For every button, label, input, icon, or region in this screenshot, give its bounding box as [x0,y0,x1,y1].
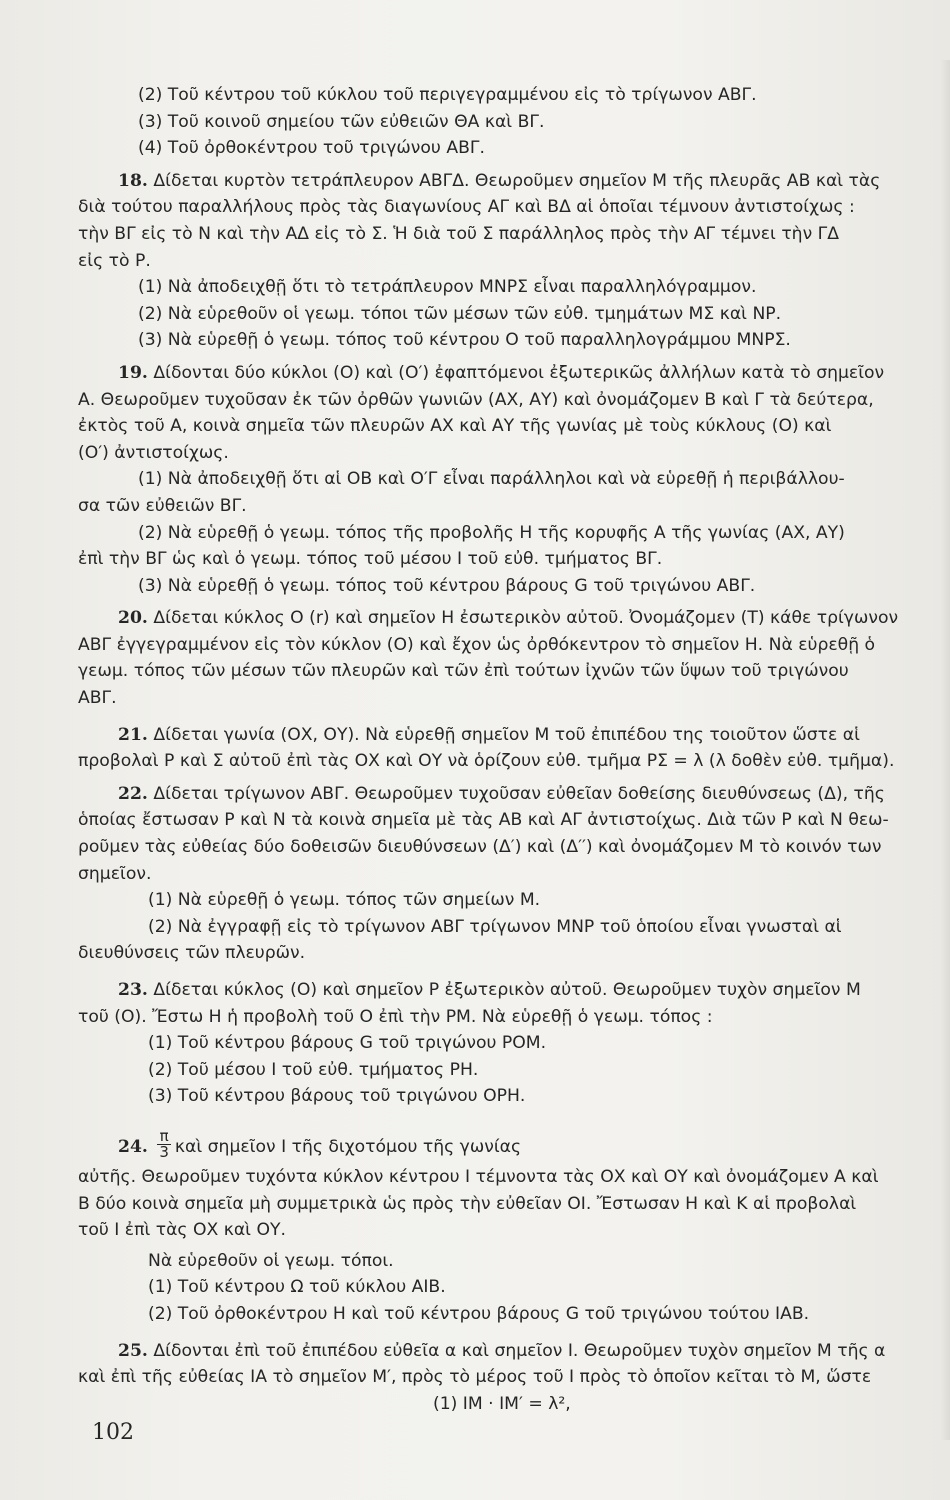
problem-18-item-1: (1) Νὰ ἀποδειχθῇ ὅτι τὸ τετράπλευρον ΜΝΡΣ εἶναι παραλληλόγραμμον. [138,277,757,298]
problem-20-line-3: γεωμ. τόπος τῶν μέσων τῶν πλευρῶν καὶ τῶν ἐπὶ τούτων ἰχνῶν τῶν ὕψων τοῦ τριγώνου [78,661,849,682]
problem-23-line-1: 23. Δίδεται κύκλος (Ο) καὶ σημεῖον Ρ ἐξωτερικὸν αὐτοῦ. Θεωροῦμεν τυχὸν σημεῖον Μ [118,980,861,1000]
problem-19-item-2b: ἐπὶ τὴν ΒΓ ὡς καὶ ὁ γεωμ. τόπος τοῦ μέσου Ι τοῦ εὐθ. τμήματος ΒΓ. [78,549,663,570]
problem-18-item-3: (3) Νὰ εὑρεθῇ ὁ γεωμ. τόπος τοῦ κέντρου Ο τοῦ παραλληλογράμμου ΜΝΡΣ. [138,330,791,351]
problem-21-line-1: 21. Δίδεται γωνία (ΟΧ, ΟΥ). Νὰ εὑρεθῇ σημεῖον Μ τοῦ ἐπιπέδου της τοιοῦτον ὥστε αἱ [118,724,860,745]
problem-24-intro: Νὰ εὑρεθοῦν οἱ γεωμ. τόποι. [148,1250,394,1271]
page-body [78,82,950,1417]
problem-24-item-1: (1) Τοῦ κέντρου Ω τοῦ κύκλου ΑΙΒ. [148,1277,446,1298]
problem-22-line-4: σημεῖον. [78,863,152,884]
problem-18-item-2: (2) Νὰ εὑρεθοῦν οἱ γεωμ. τόποι τῶν μέσων τῶν εὐθ. τμημάτων ΜΣ καὶ ΝΡ. [138,303,782,324]
problem-23-item-3: (3) Τοῦ κέντρου βάρους τοῦ τριγώνου ΟΡΗ. [148,1086,526,1107]
problem-19-line-1: 19. Δίδονται δύο κύκλοι (Ο) καὶ (Ο′) ἐφαπτόμενοι ἐξωτερικῶς ἀλλήλων κατὰ τὸ σημεῖον [118,362,885,383]
problem-18-number: 18. [118,170,148,191]
problem-23-item-1: (1) Τοῦ κέντρου βάρους G τοῦ τριγώνου ΡΟΜ. [148,1033,547,1054]
problem-21-number: 21. [118,724,148,745]
page-number: 102 [92,1420,134,1445]
p17-item-4: (4) Τοῦ ὀρθοκέντρου τοῦ τριγώνου ΑΒΓ. [138,138,485,159]
problem-19-item-1b: σα τῶν εὐθειῶν ΒΓ. [78,495,247,516]
problem-24-number: 24. [118,1136,148,1157]
problem-22-line-3: ροῦμεν τὰς εὐθείας δύο δοθεισῶν διευθύνσεων (Δ′) καὶ (Δ′′) καὶ ὀνομάζομεν Μ τὸ κοινόν των [78,837,882,858]
problem-20-number: 20. [118,608,148,629]
problem-18-line-3: τὴν ΒΓ εἰς τὸ Ν καὶ τὴν ΑΔ εἰς τὸ Σ. Ἡ διὰ τοῦ Σ παράλληλος πρὸς τὴν ΑΓ τέμνει τὴν ΓΔ [78,223,839,244]
problem-19-number: 19. [118,362,148,383]
problem-25-equation-1: (1) ΙΜ · ΙΜ′ = λ², [433,1393,571,1414]
problem-20-line-1: 20. Δίδεται κύκλος Ο (r) καὶ σημεῖον Η ἐσωτερικὸν αὐτοῦ. Ὀνομάζομεν (Τ) κάθε τρίγωνον [118,608,899,629]
problem-24-line-3: Β δύο κοινὰ σημεῖα μὴ συμμετρικὰ ὡς πρὸς τὴν εὐθεῖαν ΟΙ. Ἔστωσαν Η καὶ Κ αἱ προβολαὶ [78,1193,857,1214]
problem-21-line-2: προβολαὶ Ρ καὶ Σ αὐτοῦ ἐπὶ τὰς ΟΧ καὶ ΟΥ νὰ ὁρίζουν εὐθ. τμῆμα ΡΣ = λ (λ δοθὲν εὐθ. τμῆμα). [78,751,895,772]
problem-25-line-2: καὶ ἐπὶ τῆς εὐθείας ΙΑ τὸ σημεῖον Μ′, πρὸς τὸ μέρος τοῦ Ι πρὸς τὸ ὁποῖον κεῖται τὸ Μ, ὥστε [78,1367,872,1388]
problem-22-line-2: ὁποίας ἔστωσαν Ρ καὶ Ν τὰ κοινὰ σημεῖα μὲ τὰς ΑΒ καὶ ΑΓ ἀντιστοίχως. Διὰ τῶν Ρ καὶ Ν θεω- [78,810,889,831]
problem-18-line-4: εἰς τὸ Ρ. [78,250,151,271]
pi-over-3-fraction: $\frac{\pi}{3}$ [159,1129,169,1162]
p17-item-3: (3) Τοῦ κοινοῦ σημείου τῶν εὐθειῶν ΘΑ καὶ ΒΓ. [138,111,545,132]
problem-24-item-2: (2) Τοῦ ὀρθοκέντρου Η καὶ τοῦ κέντρου βάρους G τοῦ τριγώνου τούτου ΙΑΒ. [148,1303,810,1324]
problem-20-line-2: ΑΒΓ ἐγγεγραμμένον εἰς τὸν κύκλον (Ο) καὶ ἔχον ὡς ὀρθόκεντρον τὸ σημεῖον Η. Νὰ εὑρεθῇ ὁ [78,634,876,655]
problem-22-item-2a: (2) Νὰ ἐγγραφῇ εἰς τὸ τρίγωνον ΑΒΓ τρίγωνον ΜΝΡ τοῦ ὁποίου εἶναι γνωσταὶ αἱ [148,916,842,937]
problem-19-line-3: ἐκτὸς τοῦ Α, κοινὰ σημεῖα τῶν πλευρῶν ΑΧ καὶ ΑΥ τῆς γωνίας μὲ τοὺς κύκλους (Ο) καὶ [78,416,832,437]
problem-19-item-2a: (2) Νὰ εὑρεθῇ ὁ γεωμ. τόπος τῆς προβολῆς Η τῆς κορυφῆς Α τῆς γωνίας (ΑΧ, ΑΥ) [138,522,845,543]
problem-23-line-2: τοῦ (Ο). Ἔστω Η ἡ προβολὴ τοῦ Ο ἐπὶ τὴν ΡΜ. Νὰ εὑρεθῇ ὁ γεωμ. τόπος : [78,1006,713,1027]
problem-25-line-1: 25. Δίδονται ἐπὶ τοῦ ἐπιπέδου εὐθεῖα α καὶ σημεῖον Ι. Θεωροῦμεν τυχὸν σημεῖον Μ τῆς α [118,1340,886,1361]
problem-22-line-1: 22. Δίδεται τρίγωνον ΑΒΓ. Θεωροῦμεν τυχοῦσαν εὐθεῖαν δοθείσης διευθύνσεως (Δ), τῆς [118,783,885,804]
problem-18-line-1: 18. Δίδεται κυρτὸν τετράπλευρον ΑΒΓΔ. Θεωροῦμεν σημεῖον Μ τῆς πλευρᾶς ΑΒ καὶ τὰς [118,170,881,191]
problem-19-item-1a: (1) Νὰ ἀποδειχθῇ ὅτι αἱ ΟΒ καὶ Ο′Γ εἶναι παράλληλοι καὶ νὰ εὑρεθῇ ἡ περιβάλλου- [138,469,845,490]
problem-22-item-1: (1) Νὰ εὑρεθῇ ὁ γεωμ. τόπος τῶν σημείων Μ. [148,890,541,911]
problem-19-line-2: Α. Θεωροῦμεν τυχοῦσαν ἐκ τῶν ὀρθῶν γωνιῶν (ΑΧ, ΑΥ) καὶ ὀνομάζομεν Β καὶ Γ τὰ δεύτερα, [78,389,874,410]
problem-22-item-2b: διευθύνσεις τῶν πλευρῶν. [78,943,306,964]
problem-23-number: 23. [118,980,148,1000]
problem-20-line-4: ΑΒΓ. [78,688,117,709]
problem-19-line-4: (Ο′) ἀντιστοίχως. [78,442,229,463]
p17-item-2: (2) Τοῦ κέντρου τοῦ κύκλου τοῦ περιγεγραμμένου εἰς τὸ τρίγωνον ΑΒΓ. [138,85,757,105]
problem-24-line-2: αὐτῆς. Θεωροῦμεν τυχόντα κύκλον κέντρου Ι τέμνοντα τὰς ΟΧ καὶ ΟΥ καὶ ὀνομάζομεν Α καὶ [78,1166,879,1187]
problem-25-number: 25. [118,1340,148,1361]
problem-22-number: 22. [118,783,148,804]
problem-18-line-2: διὰ τούτου παραλλήλους πρὸς τὰς διαγωνίους ΑΓ καὶ ΒΔ αἱ ὁποῖαι τέμνουν ἀντιστοίχως : [78,197,855,218]
problem-19-item-3: (3) Νὰ εὑρεθῇ ὁ γεωμ. τόπος τοῦ κέντρου βάρους G τοῦ τριγώνου ΑΒΓ. [138,575,756,596]
problem-23-item-2: (2) Τοῦ μέσου Ι τοῦ εὐθ. τμήματος ΡΗ. [148,1059,479,1080]
problem-24-line-4: τοῦ Ι ἐπὶ τὰς ΟΧ καὶ ΟΥ. [78,1220,286,1241]
problem-24-line-1: 24. $\frac{\pi}{3}$ καὶ σημεῖον Ι τῆς διχοτόμου τῆς γωνίας [118,1129,522,1162]
